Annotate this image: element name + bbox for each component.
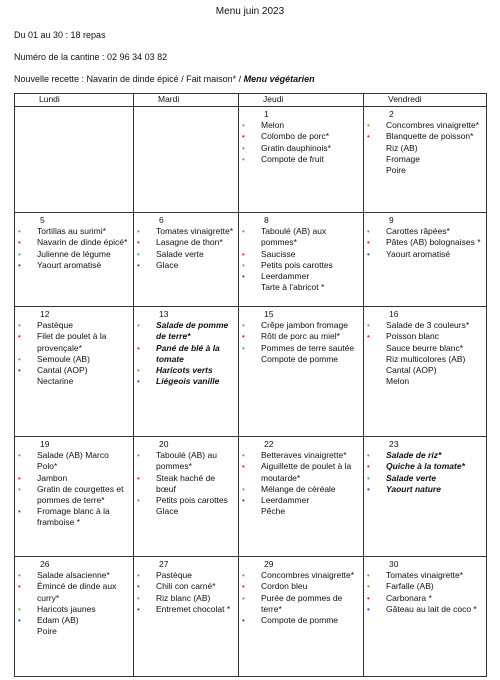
bullet-icon: • bbox=[242, 260, 245, 270]
menu-item-text: Steak haché de bœuf bbox=[156, 472, 216, 494]
menu-item-text: Rôti de porc au miel* bbox=[261, 331, 340, 342]
menu-item bbox=[242, 593, 361, 615]
menu-item-text: Cordon bleu bbox=[261, 581, 308, 592]
menu-item bbox=[18, 615, 131, 626]
day-cell bbox=[364, 437, 487, 557]
day-cell bbox=[239, 307, 364, 437]
bullet-icon: • bbox=[18, 249, 21, 259]
menu-item-text: Fromage bbox=[386, 153, 421, 164]
menu-item bbox=[367, 354, 484, 365]
menu-item-text: Concombres vinaigrette* bbox=[386, 120, 480, 131]
day-cell bbox=[15, 307, 134, 437]
bullet-icon: • bbox=[137, 321, 140, 331]
menu-item bbox=[367, 570, 484, 581]
menu-item bbox=[18, 260, 131, 271]
bullet-icon: • bbox=[242, 227, 245, 237]
menu-item bbox=[18, 626, 131, 637]
menu-item bbox=[137, 320, 236, 342]
menu-item bbox=[242, 354, 361, 365]
bullet-icon: • bbox=[242, 484, 245, 494]
menu-item-text: Compote de pomme bbox=[261, 615, 339, 626]
day-cell bbox=[134, 437, 239, 557]
menu-item-text: Salade verte bbox=[156, 248, 204, 259]
day-cell bbox=[134, 107, 239, 213]
day-number: 12 bbox=[40, 309, 50, 319]
menu-item bbox=[137, 365, 236, 376]
day-number: 26 bbox=[40, 559, 50, 569]
bullet-icon bbox=[367, 143, 386, 154]
menu-item-text: Colombo de porc* bbox=[261, 131, 330, 142]
day-number: 13 bbox=[159, 309, 169, 319]
menu-item bbox=[18, 226, 131, 237]
menu-item bbox=[137, 237, 236, 248]
menu-item bbox=[242, 343, 361, 354]
day-number: 5 bbox=[40, 215, 45, 225]
bullet-icon: • bbox=[137, 227, 140, 237]
menu-item-text: Quiche à la tomate* bbox=[386, 461, 465, 472]
day-cell bbox=[364, 107, 487, 213]
bullet-icon: • bbox=[137, 238, 140, 248]
menu-item bbox=[18, 581, 131, 603]
menu-item-text: Compote de fruit bbox=[261, 153, 324, 164]
menu-item-text: Concombres vinaigrette* bbox=[261, 570, 355, 581]
day-number: 9 bbox=[389, 215, 394, 225]
menu-item bbox=[18, 354, 131, 365]
menu-item-text: Chili con carné* bbox=[156, 581, 216, 592]
bullet-icon bbox=[242, 354, 261, 365]
menu-item-text: Pommes de terre sautée bbox=[261, 342, 355, 353]
menu-item bbox=[367, 365, 484, 376]
menu-item bbox=[367, 376, 484, 387]
menu-item bbox=[18, 237, 131, 248]
bullet-icon: • bbox=[18, 451, 21, 461]
bullet-icon: • bbox=[18, 354, 21, 364]
week-row bbox=[15, 307, 487, 437]
day-cell bbox=[134, 307, 239, 437]
menu-item bbox=[137, 376, 236, 387]
bullet-icon: • bbox=[18, 582, 21, 592]
bullet-icon: • bbox=[367, 227, 370, 237]
bullet-icon: • bbox=[18, 227, 21, 237]
menu-item-text: Farfalle (AB) bbox=[386, 581, 434, 592]
bullet-icon bbox=[137, 506, 156, 517]
menu-item-text: Cantal (AOP) bbox=[37, 365, 88, 376]
menu-item bbox=[242, 506, 361, 517]
menu-item-text: Julienne de légume bbox=[37, 248, 111, 259]
menu-item-text: Jambon bbox=[37, 472, 68, 483]
bullet-icon bbox=[367, 154, 386, 165]
day-number: 2 bbox=[389, 109, 394, 119]
bullet-icon: • bbox=[242, 462, 245, 472]
menu-item bbox=[137, 260, 236, 271]
menu-body bbox=[15, 107, 487, 677]
day-number: 27 bbox=[159, 559, 169, 569]
bullet-icon: • bbox=[18, 321, 21, 331]
day-cell bbox=[239, 437, 364, 557]
menu-item bbox=[367, 154, 484, 165]
bullet-icon: • bbox=[137, 377, 140, 387]
bullet-icon: • bbox=[242, 571, 245, 581]
day-number: 1 bbox=[264, 109, 269, 119]
menu-item-text: Gratin dauphinois* bbox=[261, 142, 331, 153]
menu-item-text: Taboulé (AB) aux pommes* bbox=[261, 226, 327, 248]
menu-item-text: Tortillas au surimi* bbox=[37, 226, 106, 237]
bullet-icon: • bbox=[367, 484, 370, 494]
bullet-icon bbox=[18, 376, 37, 387]
menu-item bbox=[242, 249, 361, 260]
bullet-icon: • bbox=[242, 343, 245, 353]
menu-item-text: Taboulé (AB) au pommes* bbox=[156, 450, 217, 472]
menu-item-text: Pastèque bbox=[156, 570, 192, 581]
menu-item bbox=[367, 581, 484, 592]
day-number: 19 bbox=[40, 439, 50, 449]
bullet-icon bbox=[367, 343, 386, 354]
menu-item-text: Melon bbox=[261, 120, 285, 131]
menu-item-text: Salade alsacienne* bbox=[37, 570, 110, 581]
menu-item bbox=[367, 226, 484, 237]
menu-item bbox=[367, 343, 484, 354]
menu-item bbox=[242, 581, 361, 592]
menu-item-text: Poire bbox=[37, 626, 57, 637]
veg-menu-legend: Menu végétarien bbox=[243, 74, 315, 84]
menu-item-text: Purée de pommes de terre* bbox=[261, 592, 343, 614]
menu-item-text: Salade verte bbox=[386, 472, 437, 483]
week-row bbox=[15, 437, 487, 557]
menu-item bbox=[18, 604, 131, 615]
menu-item bbox=[242, 495, 361, 506]
menu-item bbox=[242, 131, 361, 142]
menu-item-text: Haricots jaunes bbox=[37, 603, 96, 614]
menu-item bbox=[367, 593, 484, 604]
day-cell bbox=[15, 437, 134, 557]
menu-item-text: Carbonara * bbox=[386, 592, 432, 603]
menu-item bbox=[137, 570, 236, 581]
menu-item-text: Sauce beurre blanc* bbox=[386, 342, 464, 353]
menu-item-text: Riz blanc (AB) bbox=[156, 592, 211, 603]
menu-item-text: Liégeois vanille bbox=[156, 376, 220, 387]
menu-item bbox=[367, 165, 484, 176]
day-cell bbox=[364, 307, 487, 437]
menu-item bbox=[18, 320, 131, 331]
menu-item-text: Betteraves vinaigrette* bbox=[261, 450, 347, 461]
menu-item bbox=[137, 604, 236, 615]
bullet-icon: • bbox=[137, 260, 140, 270]
menu-item bbox=[367, 604, 484, 615]
menu-item bbox=[367, 143, 484, 154]
bullet-icon: • bbox=[367, 473, 370, 483]
menu-item bbox=[18, 473, 131, 484]
bullet-icon bbox=[367, 376, 386, 387]
menu-item-text: Aiguillette de poulet à la moutarde* bbox=[261, 461, 352, 483]
menu-item-text: Lasagne de thon* bbox=[156, 237, 223, 248]
menu-item-text: Gratin de courgettes et pommes de terre* bbox=[37, 483, 124, 506]
menu-item-text: Poisson blanc bbox=[386, 331, 439, 342]
bullet-icon: • bbox=[18, 260, 21, 270]
day-number: 6 bbox=[159, 215, 164, 225]
bullet-icon: • bbox=[367, 132, 370, 142]
bullet-icon bbox=[367, 365, 386, 376]
day-number: 15 bbox=[264, 309, 274, 319]
bullet-icon bbox=[242, 506, 261, 517]
menu-item bbox=[137, 249, 236, 260]
menu-item bbox=[137, 343, 236, 365]
menu-item bbox=[242, 154, 361, 165]
canteen-number: Numéro de la cantine : 02 96 34 03 82 bbox=[14, 52, 168, 62]
day-number: 30 bbox=[389, 559, 399, 569]
bullet-icon: • bbox=[137, 249, 140, 259]
bullet-icon: • bbox=[242, 321, 245, 331]
bullet-icon: • bbox=[242, 121, 245, 131]
period-info: Du 01 au 30 : 18 repas bbox=[14, 30, 106, 40]
menu-item bbox=[367, 131, 484, 142]
bullet-icon: • bbox=[367, 462, 370, 472]
bullet-icon: • bbox=[18, 366, 21, 376]
menu-item-text: Tarte à l’abricot * bbox=[261, 282, 325, 293]
bullet-icon: • bbox=[18, 473, 21, 483]
menu-item bbox=[18, 376, 131, 387]
bullet-icon: • bbox=[18, 604, 21, 614]
menu-item-text: Haricots verts bbox=[156, 365, 213, 376]
bullet-icon: • bbox=[367, 571, 370, 581]
new-recipe-line bbox=[14, 74, 315, 84]
bullet-icon: • bbox=[367, 321, 370, 331]
bullet-icon: • bbox=[367, 593, 370, 603]
week-row bbox=[15, 107, 487, 213]
bullet-icon: • bbox=[137, 451, 140, 461]
menu-item-text: Gâteau au lait de coco * bbox=[386, 603, 477, 614]
menu-item-text: Tomates vinaigrette* bbox=[386, 570, 464, 581]
bullet-icon bbox=[367, 354, 386, 365]
menu-item bbox=[242, 271, 361, 282]
menu-item bbox=[137, 226, 236, 237]
menu-item-text: Pastèque bbox=[37, 320, 73, 331]
menu-item-text: Carottes râpées* bbox=[386, 226, 450, 237]
day-cell bbox=[15, 557, 134, 677]
bullet-icon: • bbox=[137, 571, 140, 581]
menu-item bbox=[137, 473, 236, 495]
menu-item bbox=[242, 331, 361, 342]
menu-item-text: Petits pois carottes bbox=[261, 259, 333, 270]
menu-item-text: Entremet chocolat * bbox=[156, 603, 231, 614]
menu-item bbox=[18, 450, 131, 472]
menu-item bbox=[367, 320, 484, 331]
bullet-icon: • bbox=[367, 582, 370, 592]
day-number: 29 bbox=[264, 559, 274, 569]
menu-item-text: Tomates vinaigrette* bbox=[156, 226, 234, 237]
day-cell bbox=[134, 557, 239, 677]
menu-item-text: Salade de 3 couleurs* bbox=[386, 320, 470, 331]
menu-item bbox=[137, 506, 236, 517]
menu-item bbox=[137, 581, 236, 592]
menu-item-text: Melon bbox=[386, 376, 410, 387]
menu-item bbox=[242, 461, 361, 483]
bullet-icon: • bbox=[242, 154, 245, 164]
menu-item bbox=[242, 143, 361, 154]
bullet-icon: • bbox=[137, 582, 140, 592]
menu-item-text: Mélange de céréale bbox=[261, 483, 336, 494]
menu-item-text: Fromage blanc à la framboise * bbox=[37, 506, 110, 528]
day-number: 8 bbox=[264, 215, 269, 225]
menu-item-text: Compote de pomme bbox=[261, 353, 339, 364]
bullet-icon: • bbox=[242, 582, 245, 592]
day-cell bbox=[239, 213, 364, 307]
menu-item bbox=[242, 615, 361, 626]
bullet-icon bbox=[367, 165, 386, 176]
day-cell bbox=[239, 557, 364, 677]
menu-item-text: Riz (AB) bbox=[386, 142, 418, 153]
bullet-icon: • bbox=[137, 593, 140, 603]
bullet-icon: • bbox=[137, 473, 140, 483]
menu-item-text: Saucisse bbox=[261, 248, 296, 259]
menu-item bbox=[242, 484, 361, 495]
menu-item-text: Pané de blé à la tomate bbox=[156, 342, 220, 364]
day-cell bbox=[364, 213, 487, 307]
menu-item bbox=[137, 450, 236, 472]
day-header: Jeudi bbox=[239, 94, 364, 107]
day-header: Vendredi bbox=[364, 94, 487, 107]
bullet-icon: • bbox=[367, 249, 370, 259]
menu-item bbox=[367, 473, 484, 484]
menu-item-text: Filet de poulet à la provençale* bbox=[37, 331, 107, 353]
menu-item-text: Edam (AB) bbox=[37, 615, 79, 626]
menu-item bbox=[367, 249, 484, 260]
menu-item-text: Salade de pomme de terre* bbox=[156, 320, 229, 342]
bullet-icon: • bbox=[18, 571, 21, 581]
menu-item-text: Salade de riz* bbox=[386, 450, 442, 461]
bullet-icon: • bbox=[137, 343, 140, 353]
day-number: 22 bbox=[264, 439, 274, 449]
bullet-icon: • bbox=[137, 366, 140, 376]
menu-item bbox=[242, 282, 361, 293]
bullet-icon: • bbox=[367, 332, 370, 342]
menu-item-text: Pâtes (AB) bolognaises * bbox=[386, 237, 481, 248]
bullet-icon: • bbox=[367, 604, 370, 614]
week-row bbox=[15, 213, 487, 307]
bullet-icon: • bbox=[242, 272, 245, 282]
menu-item-text: Leerdammer bbox=[261, 271, 310, 282]
day-cell bbox=[15, 107, 134, 213]
bullet-icon: • bbox=[367, 238, 370, 248]
menu-item bbox=[242, 226, 361, 248]
menu-item bbox=[367, 450, 484, 461]
menu-item-text: Pêche bbox=[261, 506, 286, 517]
day-cell bbox=[364, 557, 487, 677]
bullet-icon: • bbox=[137, 496, 140, 506]
day-cell bbox=[134, 213, 239, 307]
menu-item bbox=[242, 450, 361, 461]
menu-item bbox=[18, 249, 131, 260]
week-row bbox=[15, 557, 487, 677]
menu-item-text: Nectarine bbox=[37, 376, 74, 387]
menu-item-text: Yaourt aromatisé bbox=[386, 248, 451, 259]
day-header: Lundi bbox=[15, 94, 134, 107]
menu-item-text: Semoule (AB) bbox=[37, 353, 90, 364]
day-cell bbox=[15, 213, 134, 307]
menu-item-text: Glace bbox=[156, 259, 179, 270]
menu-item-text: Riz multicolores (AB) bbox=[386, 353, 466, 364]
day-number: 23 bbox=[389, 439, 399, 449]
bullet-icon: • bbox=[18, 616, 21, 626]
menu-item bbox=[18, 484, 131, 506]
bullet-icon: • bbox=[367, 451, 370, 461]
menu-item bbox=[367, 484, 484, 495]
menu-item bbox=[367, 461, 484, 472]
menu-item bbox=[367, 237, 484, 248]
bullet-icon: • bbox=[242, 143, 245, 153]
day-number: 16 bbox=[389, 309, 399, 319]
menu-item-text: Navarin de dinde épicé* bbox=[37, 237, 128, 248]
menu-item bbox=[137, 593, 236, 604]
menu-item-text: Émincé de dinde aux curry* bbox=[37, 581, 117, 603]
bullet-icon: • bbox=[242, 249, 245, 259]
bullet-icon: • bbox=[242, 132, 245, 142]
menu-item bbox=[367, 331, 484, 342]
day-number: 20 bbox=[159, 439, 169, 449]
menu-item-text: Leerdammer bbox=[261, 495, 310, 506]
day-header-row bbox=[15, 94, 487, 107]
menu-item bbox=[242, 260, 361, 271]
menu-table bbox=[14, 93, 487, 677]
bullet-icon: • bbox=[242, 496, 245, 506]
bullet-icon: • bbox=[18, 332, 21, 342]
day-header: Mardi bbox=[134, 94, 239, 107]
menu-item bbox=[367, 120, 484, 131]
menu-item-text: Crêpe jambon fromage bbox=[261, 320, 348, 331]
menu-item bbox=[18, 506, 131, 528]
bullet-icon: • bbox=[137, 604, 140, 614]
bullet-icon: • bbox=[367, 121, 370, 131]
menu-item bbox=[18, 365, 131, 376]
bullet-icon bbox=[242, 282, 261, 293]
bullet-icon: • bbox=[242, 332, 245, 342]
menu-item-text: Glace bbox=[156, 506, 179, 517]
menu-item-text: Petits pois carottes bbox=[156, 495, 228, 506]
menu-item-text: Poire bbox=[386, 165, 406, 176]
bullet-icon: • bbox=[242, 616, 245, 626]
menu-item-text: Blanquette de poisson* bbox=[386, 131, 474, 142]
menu-item bbox=[18, 570, 131, 581]
page-title: Menu juin 2023 bbox=[215, 6, 285, 17]
day-cell bbox=[239, 107, 364, 213]
bullet-icon bbox=[18, 626, 37, 637]
bullet-icon: • bbox=[242, 451, 245, 461]
menu-item-text: Salade (AB) Marco Polo* bbox=[37, 450, 109, 472]
menu-item bbox=[242, 570, 361, 581]
bullet-icon: • bbox=[242, 593, 245, 603]
menu-item bbox=[137, 495, 236, 506]
menu-item bbox=[18, 331, 131, 353]
menu-item bbox=[242, 320, 361, 331]
menu-item-text: Yaourt nature bbox=[386, 483, 441, 494]
menu-item bbox=[242, 120, 361, 131]
menu-item-text: Yaourt aromatisé bbox=[37, 259, 102, 270]
bullet-icon: • bbox=[18, 238, 21, 248]
bullet-icon: • bbox=[18, 484, 21, 494]
menu-item-text: Cantal (AOP) bbox=[386, 365, 437, 376]
new-recipe-text: Nouvelle recette : Navarin de dinde épicé / Fait maison* / bbox=[14, 74, 244, 84]
bullet-icon: • bbox=[18, 507, 21, 517]
